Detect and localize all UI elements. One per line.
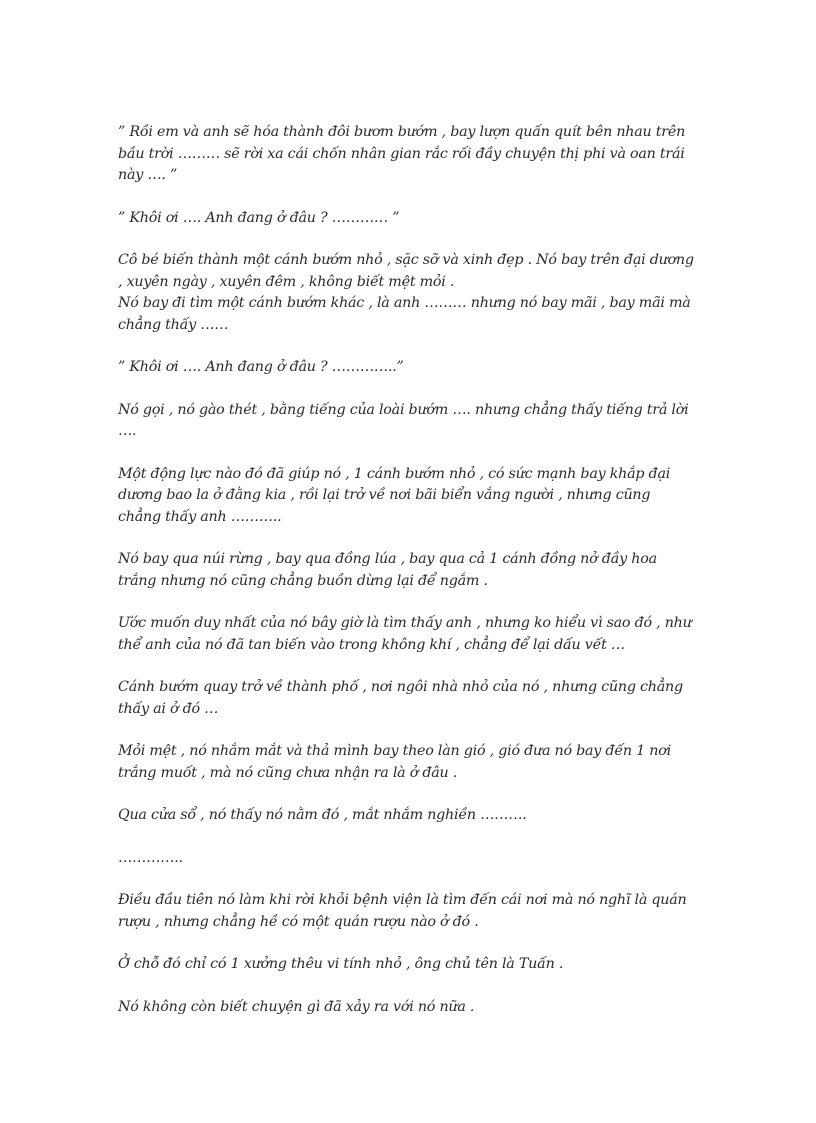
text-line: Nó bay đi tìm một cánh bướm khác , là anh ……… nhưng nó bay mãi , bay mãi mà (118, 295, 691, 311)
paragraph-9 (118, 677, 708, 720)
text-line: Ở chỗ đó chỉ có 1 xưởng thêu vi tính nhỏ , ông chủ tên là Tuấn . (118, 956, 564, 972)
text-line: dương bao la ở đằng kia , rồi lại trở về nơi bãi biển vắng người , nhưng cũng (118, 487, 651, 503)
text-line: , xuyên ngày , xuyên đêm , không biết mệt mỏi . (118, 273, 455, 290)
text-line: Ước muốn duy nhất của nó bây giờ là tìm thấy anh , nhưng ko hiểu vì sao đó , như (118, 615, 692, 631)
text-line: rượu , nhưng chẳng hề có một quán rượu nào ở đó . (118, 913, 479, 930)
text-line: Điều đầu tiên nó làm khi rời khỏi bệnh viện là tìm đến cái nơi mà nó nghĩ là quán (118, 892, 687, 908)
paragraph-11 (118, 805, 708, 827)
story-text (118, 122, 708, 1039)
paragraph-12 (118, 848, 708, 870)
text-line: chẳng thấy anh ……….. (118, 508, 282, 525)
text-line: trắng nhưng nó cũng chẳng buồn dừng lại để ngắm . (118, 572, 488, 589)
paragraph-3 (118, 250, 708, 336)
text-line: Nó gọi , nó gào thét , bằng tiếng của loài bướm …. nhưng chẳng thấy tiếng trả lời (118, 401, 689, 418)
text-line: này …. ” (118, 167, 178, 183)
paragraph-8 (118, 613, 708, 656)
paragraph-14 (118, 954, 708, 976)
text-line: Qua cửa sổ , nó thấy nó nằm đó , mắt nhắm nghiền ………. (118, 807, 527, 823)
paragraph-6 (118, 464, 708, 529)
text-line: Cô bé biến thành một cánh bướm nhỏ , sặc sỡ và xinh đẹp . Nó bay trên đại dương (118, 252, 694, 268)
paragraph-5 (118, 400, 708, 443)
text-line: trắng muốt , mà nó cũng chưa nhận ra là ở đâu . (118, 764, 458, 781)
paragraph-15 (118, 997, 708, 1019)
text-line: ” Rồi em và anh sẽ hóa thành đôi bươm bướm , bay lượn quấn quít bên nhau trên (118, 124, 686, 140)
paragraph-7 (118, 549, 708, 592)
text-line: bầu trời ……… sẽ rời xa cái chốn nhân gian rắc rối đầy chuyện thị phi và oan trái (118, 145, 685, 162)
text-line: thấy ai ở đó … (118, 700, 219, 717)
text-line: Nó bay qua núi rừng , bay qua đồng lúa , bay qua cả 1 cánh đồng nở đầy hoa (118, 551, 657, 567)
text-line: ” Khôi ơi …. Anh đang ở đâu ? ………… ” (118, 209, 400, 226)
text-line: ” Khôi ơi …. Anh đang ở đâu ? …………..” (118, 359, 404, 375)
paragraph-2 (118, 208, 708, 230)
paragraph-1 (118, 122, 708, 187)
paragraph-10 (118, 741, 708, 784)
paragraph-13 (118, 890, 708, 933)
text-line: Nó không còn biết chuyện gì đã xảy ra với nó nữa . (118, 998, 475, 1015)
text-line: chẳng thấy …… (118, 316, 229, 333)
text-line: Một động lực nào đó đã giúp nó , 1 cánh bướm nhỏ , có sức mạnh bay khắp đại (118, 465, 671, 482)
text-line: ………….. (118, 849, 183, 866)
paragraph-4 (118, 357, 708, 379)
text-line: thể anh của nó đã tan biến vào trong không khí , chẳng để lại dấu vết … (118, 636, 625, 653)
text-line: …. (118, 423, 137, 439)
text-line: Mỏi mệt , nó nhắm mắt và thả mình bay theo làn gió , gió đưa nó bay đến 1 nơi (118, 743, 671, 759)
text-line: Cánh bướm quay trở về thành phố , nơi ngôi nhà nhỏ của nó , nhưng cũng chẳng (118, 679, 683, 695)
